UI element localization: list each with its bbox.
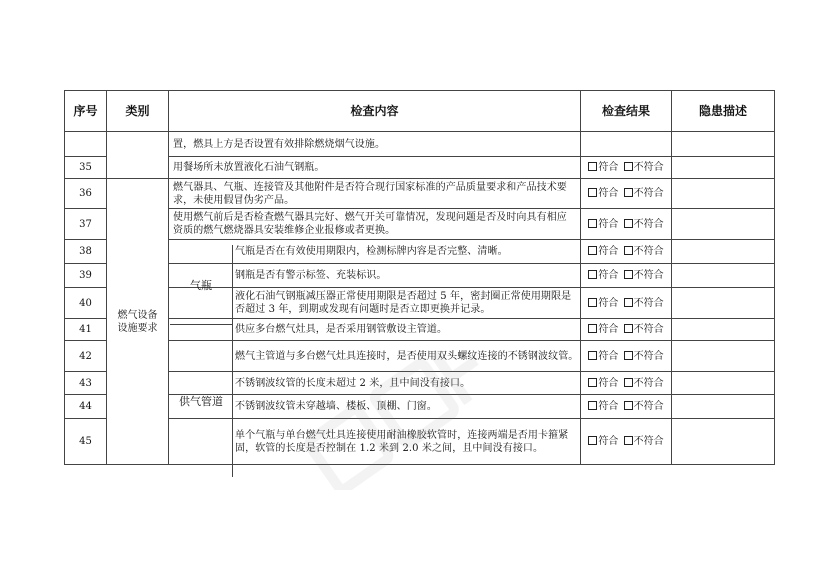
- checkbox-icon: [624, 351, 633, 360]
- result-cell: [581, 319, 672, 341]
- table-row: [65, 240, 775, 264]
- table-row: [65, 288, 775, 319]
- row-content: [169, 264, 581, 288]
- checkbox-icon: [624, 324, 633, 333]
- option-pass-label: 符合: [598, 324, 619, 335]
- option-pass[interactable]: [588, 218, 618, 231]
- option-fail[interactable]: [624, 350, 664, 363]
- option-pass-label: 符合: [598, 401, 619, 412]
- row-content-text: 燃气主管道与多台燃气灶具连接时，是否使用双头螺纹连接的不锈钢波纹管。: [235, 350, 579, 362]
- checkbox-icon: [624, 436, 633, 445]
- table-row: [65, 264, 775, 288]
- option-fail-label: 不符合: [633, 350, 664, 362]
- hazard-description-cell[interactable]: [672, 372, 775, 395]
- table-row: [65, 395, 775, 419]
- checkbox-icon: [588, 298, 597, 307]
- option-fail[interactable]: [624, 377, 664, 390]
- table-row: [65, 157, 775, 179]
- hazard-description-cell[interactable]: [672, 264, 775, 288]
- row-number: 35: [65, 157, 107, 179]
- option-fail-label: 不符合: [633, 297, 664, 309]
- row-content-text: 气瓶是否在有效使用期限内，检测标牌内容是否完整、清晰。: [235, 246, 508, 257]
- row-number: 44: [65, 395, 107, 419]
- checkbox-icon: [588, 219, 597, 228]
- header-hazard-description: 隐患描述: [672, 91, 775, 132]
- option-fail-label: 不符合: [633, 401, 664, 412]
- checkbox-icon: [588, 162, 597, 171]
- option-pass-label: 符合: [598, 377, 619, 389]
- option-pass-label: 符合: [598, 188, 619, 199]
- row-content: [169, 341, 581, 372]
- option-pass[interactable]: [588, 297, 618, 310]
- result-cell: [581, 341, 672, 372]
- table-row: [65, 209, 775, 240]
- row-content-text: 供应多台燃气灶具，是否采用钢管敷设主管道。: [235, 324, 448, 335]
- hazard-description-cell[interactable]: [672, 395, 775, 419]
- option-pass[interactable]: [588, 400, 618, 413]
- hazard-description-cell[interactable]: [672, 240, 775, 264]
- category-line-1: 燃气设备: [117, 309, 158, 321]
- hazard-description-cell[interactable]: [672, 419, 775, 465]
- option-fail[interactable]: [624, 269, 664, 282]
- option-pass-label: 符合: [598, 218, 619, 230]
- row-content: [169, 419, 581, 465]
- option-pass-label: 符合: [598, 246, 619, 257]
- checkbox-icon: [624, 188, 633, 197]
- row-number: 38: [65, 240, 107, 264]
- option-fail-label: 不符合: [633, 324, 664, 335]
- table-row: [65, 419, 775, 465]
- inspection-table: [64, 90, 775, 465]
- result-cell: [581, 179, 672, 209]
- row-content: 用餐场所未放置液化石油气钢瓶。: [169, 157, 581, 179]
- option-pass[interactable]: [588, 377, 618, 390]
- row-number: 40: [65, 288, 107, 319]
- table-row: [65, 132, 775, 157]
- option-pass[interactable]: [588, 350, 618, 363]
- row-content: 燃气器具、气瓶、连接管及其他附件是否符合现行国家标准的产品质量要求和产品技术要求，未使用假冒伪劣产品。: [169, 179, 581, 209]
- checkbox-icon: [588, 246, 597, 255]
- option-fail[interactable]: [624, 435, 664, 448]
- row-number: [65, 132, 107, 157]
- row-content: [169, 319, 581, 341]
- option-pass[interactable]: [588, 435, 618, 448]
- option-pass-label: 符合: [598, 162, 619, 173]
- option-fail[interactable]: [624, 218, 664, 231]
- option-pass-label: 符合: [598, 270, 619, 281]
- result-cell: [581, 132, 672, 157]
- subcategory-bottle-label: 气瓶: [190, 278, 212, 292]
- checkbox-icon: [588, 401, 597, 410]
- option-fail-label: 不符合: [633, 218, 664, 230]
- option-fail-label: 不符合: [633, 246, 664, 257]
- checkbox-icon: [588, 324, 597, 333]
- option-pass[interactable]: [588, 269, 618, 282]
- row-number: 39: [65, 264, 107, 288]
- table-row: [65, 341, 775, 372]
- table-row: [65, 319, 775, 341]
- option-fail[interactable]: [624, 187, 664, 200]
- option-pass[interactable]: [588, 245, 618, 258]
- row-content: [169, 395, 581, 419]
- result-cell: [581, 240, 672, 264]
- hazard-description-cell[interactable]: [672, 319, 775, 341]
- row-number: 36: [65, 179, 107, 209]
- result-cell: [581, 157, 672, 179]
- header-serial: 序号: [65, 91, 107, 132]
- row-content-text: 液化石油气钢瓶减压器正常使用期限是否超过 5 年，密封圈正常使用期限是否超过 3 年，到期或发现有问题时是否立即更换并记录。: [235, 291, 572, 315]
- hazard-description-cell[interactable]: [672, 157, 775, 179]
- row-content: 使用燃气前后是否检查燃气器具完好、燃气开关可靠情况，发现问题是否及时向具有相应资质的燃气燃烧器具安装维修企业报修或者更换。: [169, 209, 581, 240]
- category-cell-prev: [107, 132, 169, 179]
- option-pass[interactable]: [588, 187, 618, 200]
- option-pass-label: 符合: [598, 350, 619, 362]
- option-fail[interactable]: [624, 323, 664, 336]
- result-cell: [581, 372, 672, 395]
- row-number: 45: [65, 419, 107, 465]
- option-fail-label: 不符合: [633, 377, 664, 389]
- row-number: 43: [65, 372, 107, 395]
- option-fail[interactable]: [624, 400, 664, 413]
- row-number: 42: [65, 341, 107, 372]
- row-content-text: 单个气瓶与单台燃气灶具连接使用耐油橡胶软管时，连接两端是否用卡箍紧固，软管的长度是否控制在 1.2 米到 2.0 米之间，且中间没有接口。: [235, 429, 569, 454]
- hazard-description-cell[interactable]: [672, 132, 775, 157]
- checkbox-icon: [588, 351, 597, 360]
- option-pass[interactable]: [588, 161, 618, 174]
- option-fail-label: 不符合: [633, 270, 664, 281]
- checkbox-icon: [588, 270, 597, 279]
- row-content: 置，燃具上方是否设置有效排除燃烧烟气设施。: [169, 132, 581, 157]
- hazard-description-cell[interactable]: [672, 209, 775, 240]
- checkbox-icon: [624, 378, 633, 387]
- table-row: [65, 179, 775, 209]
- table-row: [65, 372, 775, 395]
- checkbox-icon: [624, 401, 633, 410]
- table-header-row: [65, 91, 775, 132]
- result-cell: [581, 264, 672, 288]
- row-content-text: 不锈钢波纹管的长度未超过 2 米，且中间没有接口。: [235, 377, 471, 389]
- hazard-description-cell[interactable]: [672, 288, 775, 319]
- option-pass[interactable]: [588, 323, 618, 336]
- result-cell: [581, 419, 672, 465]
- row-content: [169, 288, 581, 319]
- row-number: 41: [65, 319, 107, 341]
- option-fail-label: 不符合: [633, 436, 664, 447]
- option-fail[interactable]: [624, 161, 664, 174]
- row-content-text: 不锈钢波纹管未穿越墙、楼板、顶棚、门窗。: [235, 401, 437, 412]
- result-cell: [581, 288, 672, 319]
- result-cell: [581, 395, 672, 419]
- checkbox-icon: [588, 436, 597, 445]
- header-category: 类别: [107, 91, 169, 132]
- option-pass-label: 符合: [598, 297, 619, 309]
- option-fail[interactable]: [624, 245, 664, 258]
- option-fail-label: 不符合: [633, 188, 664, 199]
- row-content: [169, 240, 581, 264]
- checkbox-icon: [624, 246, 633, 255]
- checkbox-icon: [588, 378, 597, 387]
- hazard-description-cell[interactable]: [672, 179, 775, 209]
- checkbox-icon: [624, 162, 633, 171]
- category-line-2: 设施要求: [117, 322, 158, 334]
- checkbox-icon: [588, 188, 597, 197]
- option-fail[interactable]: [624, 297, 664, 310]
- row-content: [169, 372, 581, 395]
- option-fail-label: 不符合: [633, 162, 664, 173]
- header-result: 检查结果: [581, 91, 672, 132]
- checkbox-icon: [624, 219, 633, 228]
- checkbox-icon: [624, 270, 633, 279]
- result-cell: [581, 209, 672, 240]
- row-content-text: 钢瓶是否有警示标签、充装标识。: [235, 270, 387, 281]
- header-content: 检查内容: [169, 91, 581, 132]
- row-number: 37: [65, 209, 107, 240]
- hazard-description-cell[interactable]: [672, 341, 775, 372]
- checkbox-icon: [624, 298, 633, 307]
- option-pass-label: 符合: [598, 436, 619, 447]
- subcategory-pipe-label: 供气管道: [179, 395, 223, 408]
- category-gas-equipment: [107, 179, 169, 465]
